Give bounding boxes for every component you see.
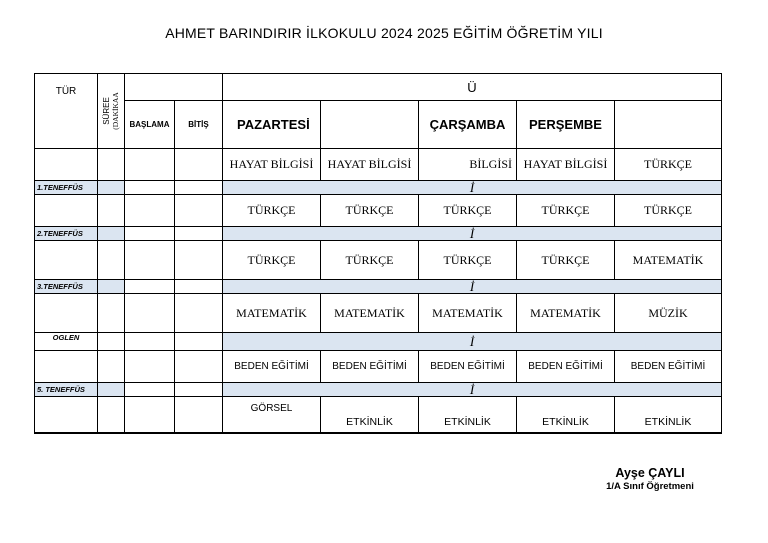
break-mark: İ	[223, 333, 722, 351]
lesson-cell: BEDEN EĞİTİMİ	[615, 351, 722, 383]
break-label: 5. TENEFFÜS	[35, 383, 98, 397]
lesson-cell: MATEMATİK	[223, 294, 321, 333]
schedule-table	[34, 73, 722, 434]
lesson-row-6	[35, 397, 722, 433]
lesson-cell: MÜZİK	[615, 294, 722, 333]
lesson-cell: MATEMATİK	[517, 294, 615, 333]
break-label: OGLEN	[35, 333, 98, 351]
lesson-cell: TÜRKÇE	[223, 241, 321, 280]
lesson-row-5	[35, 351, 722, 383]
break-row-1	[35, 181, 722, 195]
break-row-2	[35, 227, 722, 241]
header-sure	[98, 74, 125, 149]
lesson-row-2	[35, 195, 722, 227]
lesson-cell: ETKİNLİK	[517, 397, 615, 433]
break-row-4	[35, 333, 722, 351]
break-row-5	[35, 383, 722, 397]
break-mark: İ	[223, 227, 722, 241]
lesson-cell: TÜRKÇE	[517, 195, 615, 227]
lesson-cell: TÜRKÇE	[517, 241, 615, 280]
lesson-cell: MATEMATİK	[419, 294, 517, 333]
lesson-cell: BEDEN EĞİTİMİ	[321, 351, 419, 383]
lesson-cell: GÖRSEL	[223, 397, 321, 433]
header-day-4: PERŞEMBE	[517, 101, 615, 149]
break-label: 2.TENEFFÜS	[35, 227, 98, 241]
lesson-cell: MATEMATİK	[615, 241, 722, 280]
break-label: 3.TENEFFÜS	[35, 280, 98, 294]
lesson-cell: ETKİNLİK	[321, 397, 419, 433]
lesson-cell: BİLGİSİ	[419, 149, 517, 181]
header-time-blank	[125, 74, 223, 101]
header-bitis: BİTİŞ	[175, 101, 223, 149]
header-baslama: BAŞLAMA	[125, 101, 175, 149]
header-day-5	[615, 101, 722, 149]
break-mark: İ	[223, 383, 722, 397]
lesson-row-4	[35, 294, 722, 333]
lesson-cell: ETKİNLİK	[419, 397, 517, 433]
break-mark: İ	[223, 280, 722, 294]
lesson-row-3	[35, 241, 722, 280]
lesson-cell: HAYAT BİLGİSİ	[223, 149, 321, 181]
signature-block	[560, 466, 740, 492]
lesson-cell: TÜRKÇE	[419, 195, 517, 227]
break-row-3	[35, 280, 722, 294]
lesson-cell: BEDEN EĞİTİMİ	[223, 351, 321, 383]
header-row-2	[35, 101, 722, 149]
lesson-cell: BEDEN EĞİTİMİ	[517, 351, 615, 383]
lesson-cell: BEDEN EĞİTİMİ	[419, 351, 517, 383]
header-sure-line1: SÜREE	[102, 97, 111, 125]
lesson-cell: TÜRKÇE	[223, 195, 321, 227]
lesson-cell: TÜRKÇE	[321, 195, 419, 227]
break-mark: İ	[223, 181, 722, 195]
break-label: 1.TENEFFÜS	[35, 181, 98, 195]
lesson-cell: TÜRKÇE	[615, 149, 722, 181]
lesson-cell: ETKİNLİK	[615, 397, 722, 433]
header-sure-line2: (DAKİKAA	[111, 92, 120, 130]
header-u: Ü	[223, 74, 722, 101]
header-day-2	[321, 101, 419, 149]
header-row-1	[35, 74, 722, 101]
lesson-cell: TÜRKÇE	[419, 241, 517, 280]
header-day-1: PAZARTESİ	[223, 101, 321, 149]
lesson-row-1	[35, 149, 722, 181]
page-title: AHMET BARINDIRIR İLKOKULU 2024 2025 EĞİTİM ÖĞRETİM YILI	[165, 25, 603, 41]
lesson-cell: MATEMATİK	[321, 294, 419, 333]
lesson-cell: TÜRKÇE	[615, 195, 722, 227]
lesson-cell: HAYAT BİLGİSİ	[321, 149, 419, 181]
header-tur: TÜR	[35, 74, 98, 149]
teacher-name: Ayşe ÇAYLI	[615, 466, 685, 480]
lesson-cell: TÜRKÇE	[321, 241, 419, 280]
header-day-3: ÇARŞAMBA	[419, 101, 517, 149]
teacher-role: 1/A Sınıf Öğretmeni	[606, 481, 694, 492]
lesson-cell: HAYAT BİLGİSİ	[517, 149, 615, 181]
